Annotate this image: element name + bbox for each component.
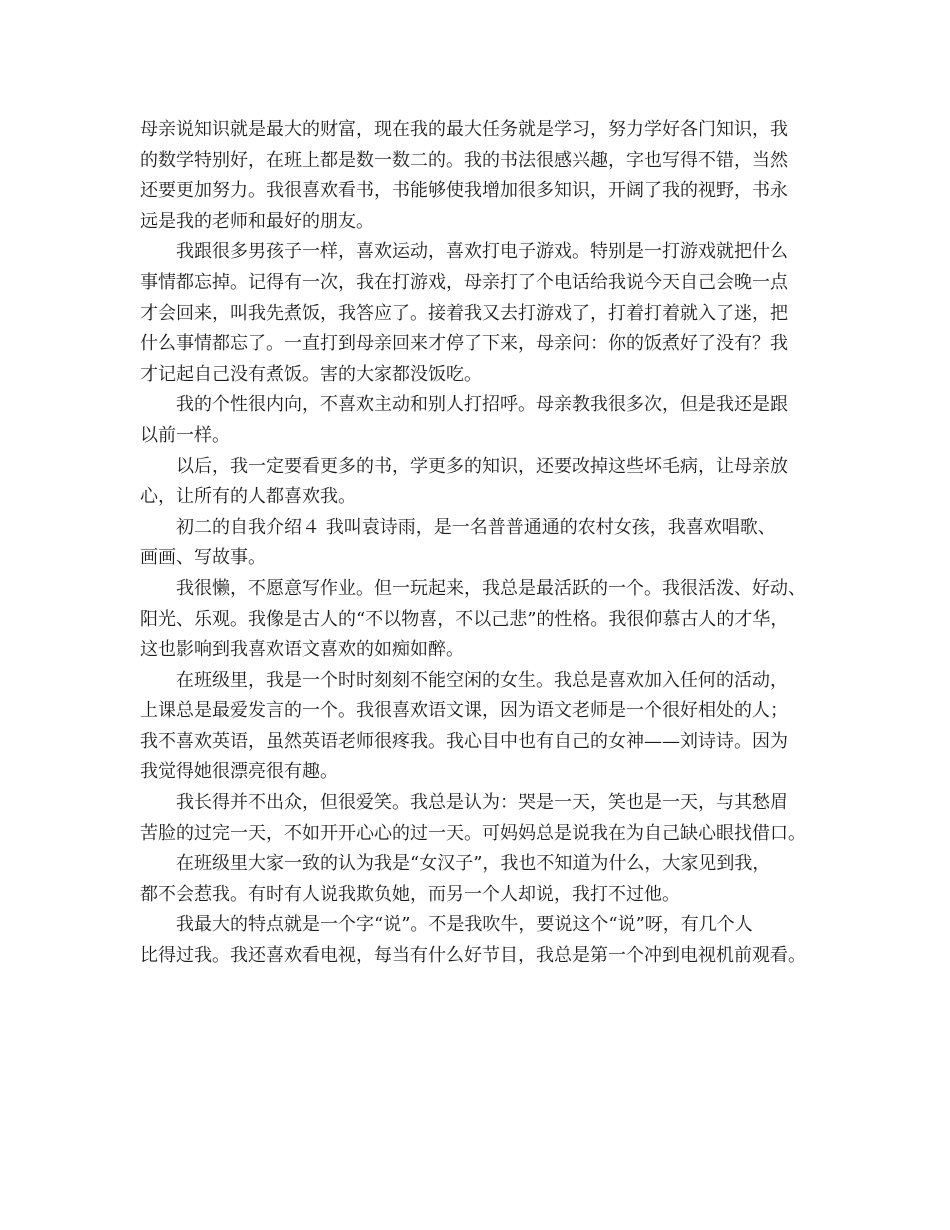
text-line: 我跟很多男孩子一样，喜欢运动，喜欢打电子游戏。特别是一打游戏就把什么 bbox=[176, 241, 788, 263]
text-line: 的数学特别好，在班上都是数一数二的。我的书法很感兴趣，字也写得不错，当然 bbox=[140, 149, 788, 171]
paragraph bbox=[140, 115, 830, 237]
text-line: 苦脸的过完一天，不如开开心心的过一天。可妈妈总是说我在为自己缺心眼找借口。 bbox=[140, 822, 806, 844]
paragraph bbox=[140, 513, 830, 574]
paragraph bbox=[140, 390, 830, 451]
text-line: 还要更加努力。我很喜欢看书，书能够使我增加很多知识，开阔了我的视野，书永 bbox=[140, 180, 788, 202]
text-line: 才记起自己没有煮饭。害的大家都没饭吃。 bbox=[140, 363, 482, 385]
text-line: 事情都忘掉。记得有一次，我在打游戏，母亲打了个电话给我说今天自己会晚一点 bbox=[140, 271, 788, 293]
text-line: 比得过我。我还喜欢看电视，每当有什么好节目，我总是第一个冲到电视机前观看。 bbox=[140, 945, 806, 967]
text-line: 初二的自我介绍４ 我叫袁诗雨，是一名普普通通的农村女孩，我喜欢唱歌、 bbox=[176, 516, 776, 538]
text-line: 上课总是最爱发言的一个。我很喜欢语文课，因为语文老师是一个很好相处的人； bbox=[140, 700, 788, 722]
paragraph bbox=[140, 849, 830, 910]
text-line: 我长得并不出众，但很爱笑。我总是认为：哭是一天，笑也是一天，与其愁眉 bbox=[176, 792, 788, 814]
text-line: 以前一样。 bbox=[140, 424, 230, 446]
paragraph bbox=[140, 666, 830, 788]
document-body bbox=[140, 115, 830, 972]
text-line: 以后，我一定要看更多的书，学更多的知识，还要改掉这些坏毛病，让母亲放 bbox=[176, 455, 788, 477]
paragraph bbox=[140, 452, 830, 513]
text-line: 我不喜欢英语，虽然英语老师很疼我。我心目中也有自己的女神——刘诗诗。因为 bbox=[140, 730, 788, 752]
text-line: 我觉得她很漂亮很有趣。 bbox=[140, 761, 338, 783]
text-line: 远是我的老师和最好的朋友。 bbox=[140, 210, 374, 232]
paragraph bbox=[140, 910, 830, 971]
text-line: 我的个性很内向，不喜欢主动和别人打招呼。母亲教我很多次，但是我还是跟 bbox=[176, 394, 788, 416]
text-line: 我很懒，不愿意写作业。但一玩起来，我总是最活跃的一个。我很活泼、好动、 bbox=[176, 577, 806, 599]
text-line: 阳光、乐观。我像是古人的“不以物喜，不以己悲”的性格。我很仰慕古人的才华， bbox=[140, 608, 789, 630]
text-line: 都不会惹我。有时有人说我欺负她，而另一个人却说，我打不过他。 bbox=[140, 883, 680, 905]
text-line: 我最大的特点就是一个字“说”。不是我吹牛，要说这个“说”呀，有几个人 bbox=[176, 914, 753, 936]
text-line: 母亲说知识就是最大的财富，现在我的最大任务就是学习，努力学好各门知识，我 bbox=[140, 119, 788, 140]
paragraph bbox=[140, 574, 830, 666]
text-line: 这也影响到我喜欢语文喜欢的如痴如醉。 bbox=[140, 639, 464, 661]
text-line: 在班级里，我是一个时时刻刻不能空闲的女生。我总是喜欢加入任何的活动， bbox=[176, 669, 788, 691]
paragraph bbox=[140, 237, 830, 390]
text-line: 什么事情都忘了。一直打到母亲回来才停了下来，母亲问：你的饭煮好了没有？我 bbox=[140, 333, 788, 355]
paragraph bbox=[140, 788, 830, 849]
text-line: 才会回来，叫我先煮饭，我答应了。接着我又去打游戏了，打着打着就入了迷，把 bbox=[140, 302, 788, 324]
text-line: 心，让所有的人都喜欢我。 bbox=[140, 486, 356, 508]
text-line: 在班级里大家一致的认为我是“女汉子”，我也不知道为什么，大家见到我， bbox=[176, 853, 771, 875]
text-line: 画画、写故事。 bbox=[140, 547, 266, 569]
